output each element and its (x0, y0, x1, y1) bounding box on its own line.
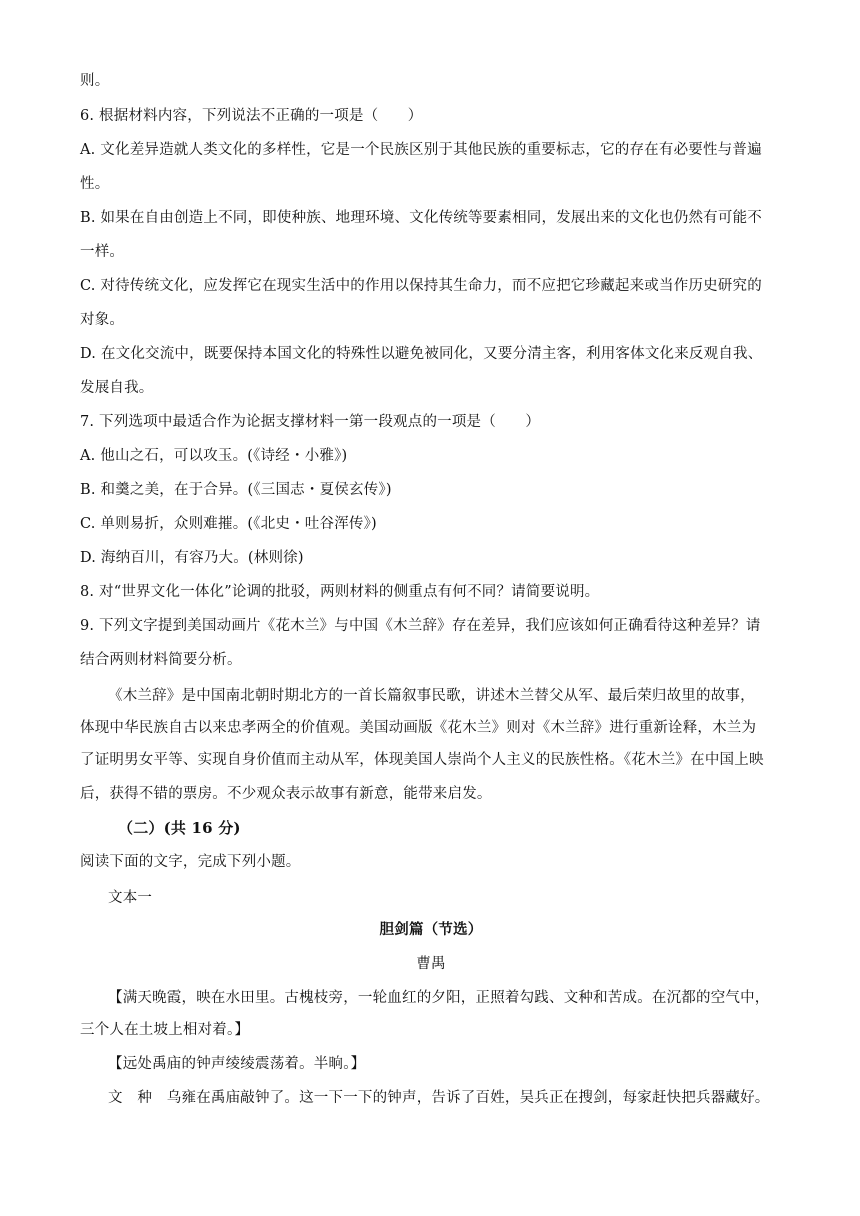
quote-paragraph-line: 体现中华民族自古以来忠孝两全的价值观。美国动画版《花木兰》则对《木兰辞》进行重新诠释，木兰为 (80, 720, 757, 736)
question-6: 6. 根据材料内容，下列说法不正确的一项是（ ） (80, 108, 423, 124)
quote-paragraph-line: 了证明男女平等、实现自身价值而主动从军，体现美国人崇尚个人主义的民族性格。《花木兰》在中国上映 (80, 752, 764, 768)
section-heading: （二）(共 16 分) (118, 819, 241, 837)
quote-paragraph-line: 后，获得不错的票房。不少观众表示故事有新意，能带来启发。 (80, 786, 492, 802)
question-7: 7. 下列选项中最适合作为论据支撑材料一第一段观点的一项是（ ） (80, 414, 541, 430)
text-line: 则。 (80, 73, 110, 89)
option-6d: D. 在文化交流中，既要保持本国文化的特殊性以避免被同化，又要分清主客，利用客体文化来反观自我、 (80, 346, 763, 362)
stage-direction: 【满天晚霞，映在水田里。古槐枝旁，一轮血红的夕阳，正照着勾践、文种和苦成。在沉都的空气中， (108, 990, 770, 1006)
option-6c: C. 对待传统文化，应发挥它在现实生活中的作用以保持其生命力，而不应把它珍藏起来或当作历史研究的 (80, 278, 762, 294)
excerpt-title: 胆剑篇（节选） (379, 921, 483, 938)
excerpt-author: 曹禺 (416, 956, 446, 972)
text-one-label: 文本一 (108, 890, 153, 906)
stage-direction-cont: 三个人在土坡上相对着。】 (80, 1022, 250, 1038)
option-7b: B. 和羹之美，在于合异。(《三国志・夏侯玄传》) (80, 482, 392, 498)
question-9-cont: 结合两则材料简要分析。 (80, 652, 242, 668)
option-6d-cont: 发展自我。 (80, 380, 154, 396)
stage-direction: 【远处禹庙的钟声绫绫震荡着。半晌。】 (108, 1056, 366, 1072)
question-8: 8. 对“世界文化一体化”论调的批驳，两则材料的侧重点有何不同？请简要说明。 (80, 584, 600, 600)
option-7a: A. 他山之石，可以攻玉。(《诗经・小雅》) (80, 448, 348, 464)
option-7c: C. 单则易折，众则难摧。(《北史・吐谷浑传》) (80, 516, 377, 532)
question-9: 9. 下列文字提到美国动画片《花木兰》与中国《木兰辞》存在差异，我们应该如何正确看待这种差异？请 (80, 618, 761, 634)
option-6a: A. 文化差异造就人类文化的多样性，它是一个民族区别于其他民族的重要标志，它的存在有必要性与普遍 (80, 142, 762, 158)
option-6b-cont: 一样。 (80, 244, 125, 260)
quote-paragraph-line: 《木兰辞》是中国南北朝时期北方的一首长篇叙事民歌，讲述木兰替父从军、最后荣归故里的故事， (108, 688, 755, 704)
instruction: 阅读下面的文字，完成下列小题。 (80, 854, 301, 870)
option-7d: D. 海纳百川，有容乃大。(林则徐) (80, 550, 304, 566)
option-6b: B. 如果在自由创造上不同，即使种族、地理环境、文化传统等要素相同，发展出来的文化也仍然有可能不 (80, 210, 762, 226)
option-6c-cont: 对象。 (80, 312, 125, 328)
dialogue-line: 文 种 乌雍在禹庙敲钟了。这一下一下的钟声，告诉了百姓，吴兵正在搜剑，每家赶快把兵器藏好。 (108, 1090, 770, 1106)
option-6a-cont: 性。 (80, 176, 110, 192)
